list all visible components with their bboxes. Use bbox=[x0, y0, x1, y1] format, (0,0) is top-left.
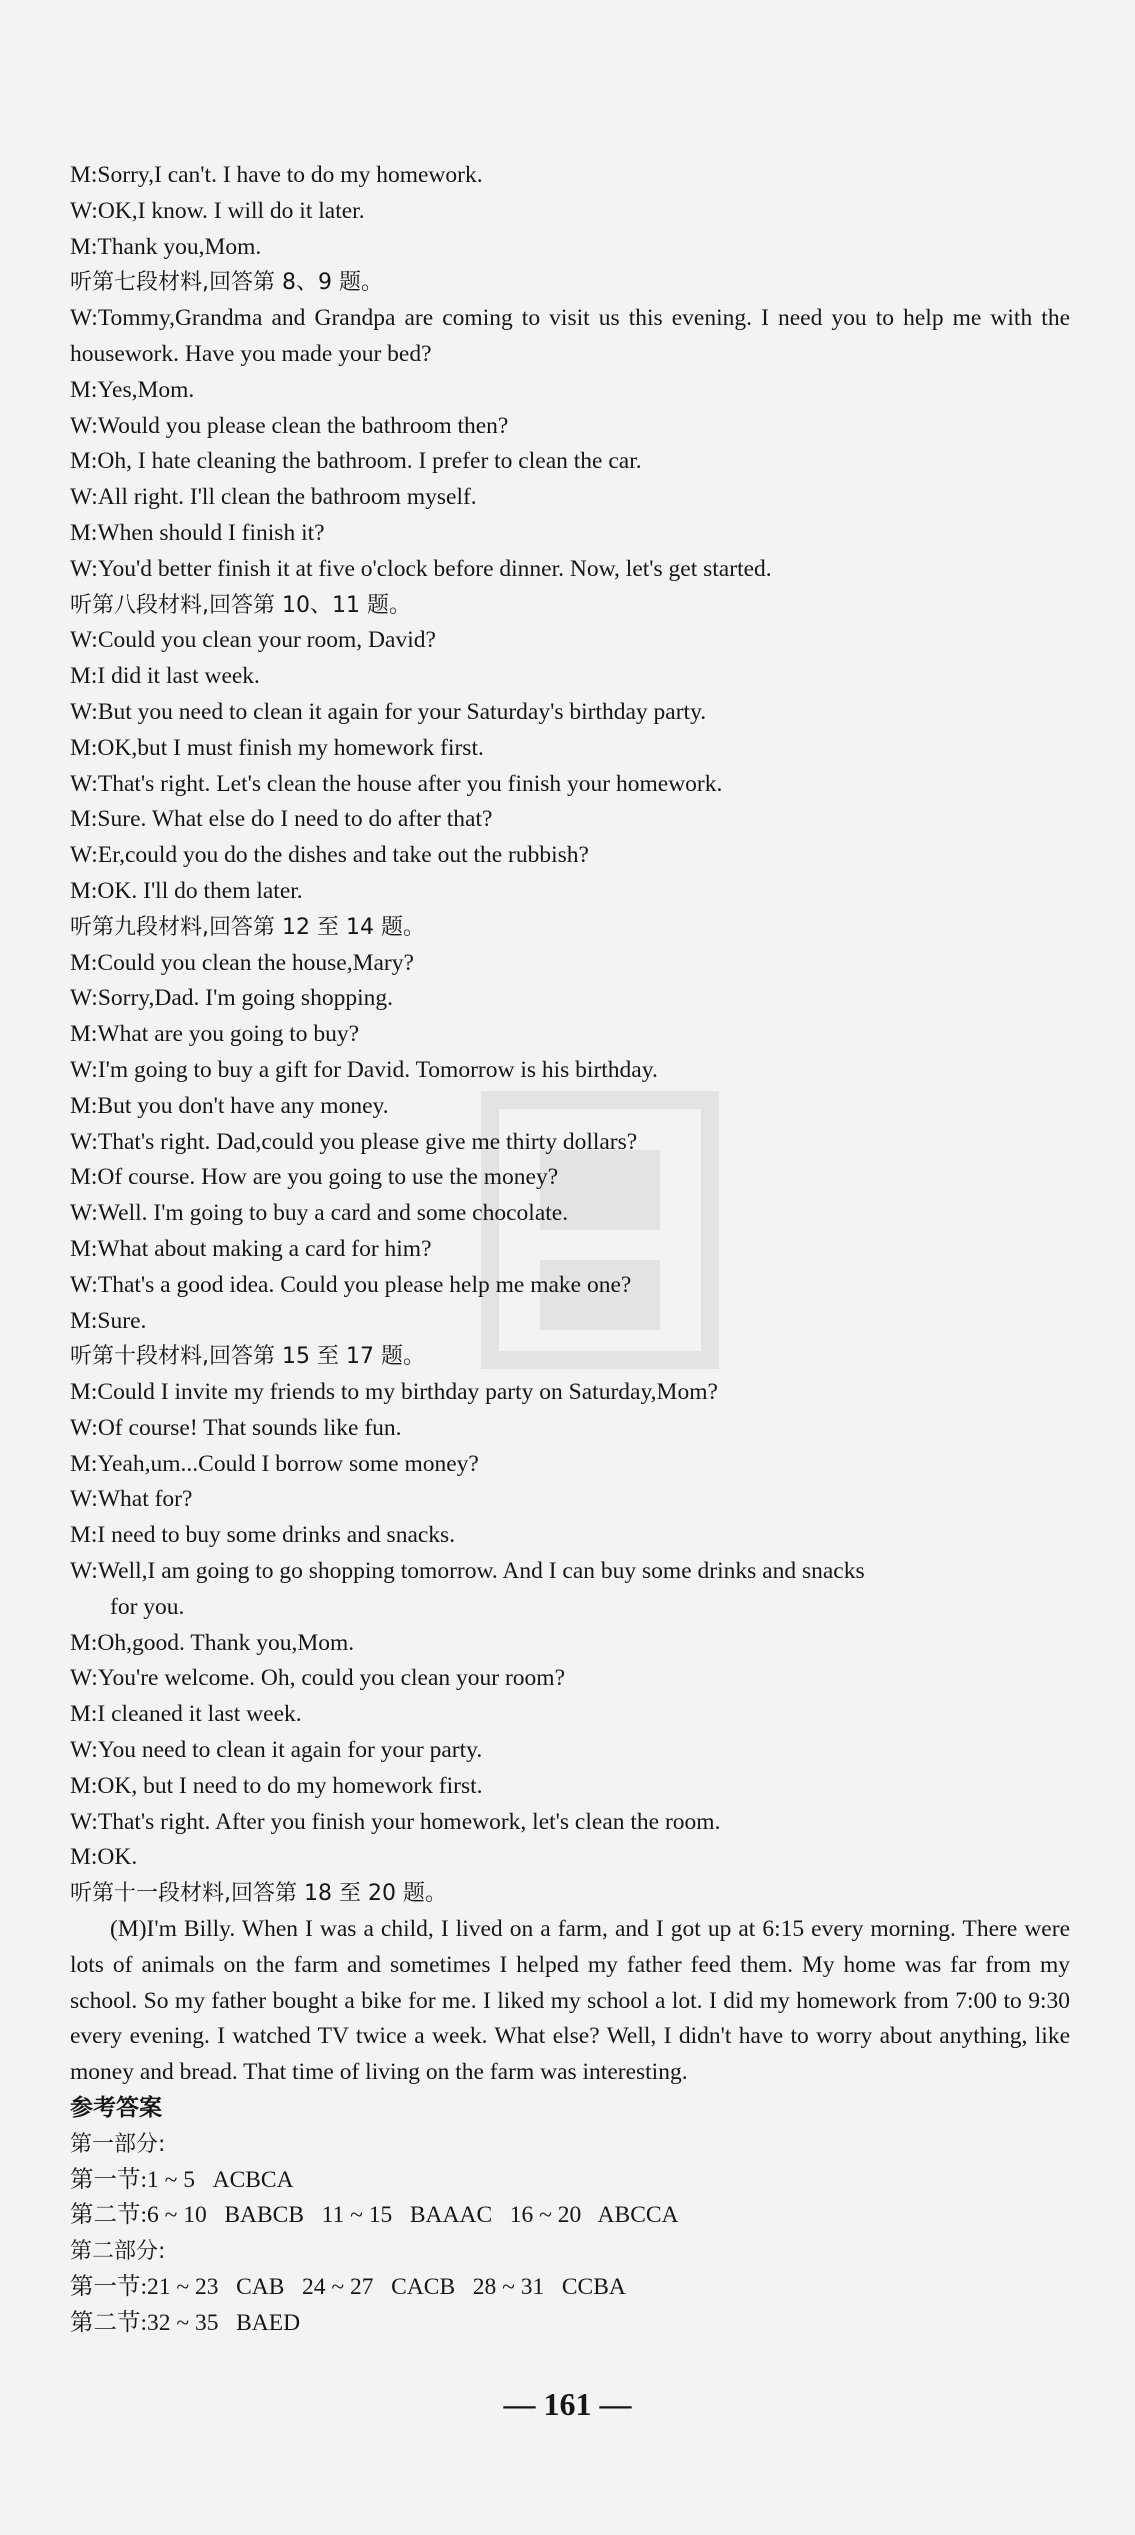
dialogue-line: W:OK,I know. I will do it later. bbox=[70, 197, 365, 224]
section-11-heading: 听第十一段材料,回答第 18 至 20 题。 bbox=[70, 1881, 447, 1907]
dialogue-line: M:Could you clean the house,Mary? bbox=[70, 949, 414, 976]
dialogue-line: M:Of course. How are you going to use the money? bbox=[70, 1164, 559, 1191]
dialogue-line: W:Well. I'm going to buy a card and some chocolate. bbox=[70, 1200, 569, 1227]
section-8-dialogue bbox=[70, 623, 1070, 909]
dialogue-line: M:What are you going to buy? bbox=[70, 1021, 360, 1048]
answer-part-1-section-2: 第二节:6 ~ 10 BABCB 11 ~ 15 BAAAC 16 ~ 20 ABCCA bbox=[70, 2202, 679, 2229]
dialogue-line: W:That's right. Dad,could you please give me thirty dollars? bbox=[70, 1128, 638, 1155]
dialogue-line: M:OK. bbox=[70, 1844, 138, 1871]
dialogue-line: W:Of course! That sounds like fun. bbox=[70, 1414, 402, 1441]
dialogue-line: W:Sorry,Dad. I'm going shopping. bbox=[70, 985, 393, 1012]
section-9-dialogue bbox=[70, 946, 1070, 1340]
dialogue-line: W:Tommy,Grandma and Grandpa are coming to visit us this evening. I need you to help me with the housework. Have you made your bed? bbox=[70, 305, 1070, 367]
dialogue-line: M:What about making a card for him? bbox=[70, 1235, 432, 1262]
dialogue-line: W:Would you please clean the bathroom then? bbox=[70, 412, 509, 439]
dialogue-line: W:Er,could you do the dishes and take out the rubbish? bbox=[70, 842, 589, 869]
dialogue-line: W:You need to clean it again for your party. bbox=[70, 1737, 483, 1764]
answer-part-1: 第一部分: bbox=[70, 2131, 166, 2157]
dialogue-line: W:Well,I am going to go shopping tomorrow. And I can buy some drinks and snacks bbox=[70, 1558, 865, 1585]
section-8-heading: 听第八段材料,回答第 10、11 题。 bbox=[70, 592, 411, 618]
dialogue-line-continuation: for you. bbox=[110, 1593, 185, 1620]
dialogue-line: M:Could I invite my friends to my birthday party on Saturday,Mom? bbox=[70, 1379, 718, 1406]
answer-part-1-section-1: 第一节:1 ~ 5 ACBCA bbox=[70, 2166, 294, 2193]
dialogue-line: M:Thank you,Mom. bbox=[70, 233, 262, 260]
section-11-monologue: (M)I'm Billy. When I was a child, I lived on a farm, and I got up at 6:15 every morning. There were lots of animals on the farm and sometimes I helped my father feed them. My home was far from my school. So my father bought a bike for me. I liked my school a lot. I did my homework from 7:00 to 9:30 every evening. I watched TV twice a week. What else? Well, I didn't have to worry about anything, like money and bread. That time of living on the farm was interesting. bbox=[70, 1916, 1070, 2086]
dialogue-line: M:Oh, I hate cleaning the bathroom. I prefer to clean the car. bbox=[70, 448, 642, 475]
dialogue-line: W:Could you clean your room, David? bbox=[70, 627, 436, 654]
answer-key bbox=[70, 2091, 1070, 2342]
dialogue-line: W:You're welcome. Oh, could you clean your room? bbox=[70, 1665, 566, 1692]
dialogue-line: M:Yeah,um...Could I borrow some money? bbox=[70, 1450, 479, 1477]
section-7-dialogue bbox=[70, 301, 1070, 587]
dialogue-line: M:But you don't have any money. bbox=[70, 1092, 389, 1119]
dialogue-line: M:When should I finish it? bbox=[70, 519, 325, 546]
section-9-heading: 听第九段材料,回答第 12 至 14 题。 bbox=[70, 914, 425, 940]
dialogue-line: W:That's a good idea. Could you please help me make one? bbox=[70, 1271, 632, 1298]
dialogue-line: M:I cleaned it last week. bbox=[70, 1701, 302, 1728]
dialogue-line: W:That's right. After you finish your homework, let's clean the room. bbox=[70, 1808, 721, 1835]
document-body bbox=[70, 158, 1070, 2342]
dialogue-line: W:That's right. Let's clean the house after you finish your homework. bbox=[70, 770, 723, 797]
section-7-tail bbox=[70, 158, 1070, 265]
section-10-heading: 听第十段材料,回答第 15 至 17 题。 bbox=[70, 1344, 425, 1370]
answer-key-title: 参考答案 bbox=[70, 2095, 162, 2122]
answer-part-2-section-2: 第二节:32 ~ 35 BAED bbox=[70, 2309, 301, 2336]
dialogue-line: M:Oh,good. Thank you,Mom. bbox=[70, 1629, 355, 1656]
dialogue-line: W:All right. I'll clean the bathroom myself. bbox=[70, 484, 477, 511]
dialogue-line: M:OK,but I must finish my homework first. bbox=[70, 734, 484, 761]
dialogue-line: W:You'd better finish it at five o'clock before dinner. Now, let's get started. bbox=[70, 555, 772, 582]
dialogue-line: W:What for? bbox=[70, 1486, 193, 1513]
answer-part-2: 第二部分: bbox=[70, 2239, 166, 2265]
dialogue-line: M:I need to buy some drinks and snacks. bbox=[70, 1522, 456, 1549]
section-7-heading: 听第七段材料,回答第 8、9 题。 bbox=[70, 270, 383, 296]
dialogue-line: M:Sorry,I can't. I have to do my homework. bbox=[70, 162, 483, 188]
dialogue-line: W:But you need to clean it again for your Saturday's birthday party. bbox=[70, 698, 707, 725]
dialogue-line: M:OK, but I need to do my homework first. bbox=[70, 1772, 483, 1799]
dialogue-line: M:Yes,Mom. bbox=[70, 376, 195, 403]
dialogue-line: M:I did it last week. bbox=[70, 663, 260, 690]
dialogue-line: M:OK. I'll do them later. bbox=[70, 877, 303, 904]
dialogue-line: M:Sure. bbox=[70, 1307, 147, 1334]
dialogue-line: W:I'm going to buy a gift for David. Tomorrow is his birthday. bbox=[70, 1056, 658, 1083]
section-10-dialogue bbox=[70, 1375, 1070, 1876]
page-number: — 161 — bbox=[503, 2386, 632, 2422]
answer-part-2-section-1: 第一节:21 ~ 23 CAB 24 ~ 27 CACB 28 ~ 31 CCBA bbox=[70, 2274, 626, 2301]
dialogue-line: M:Sure. What else do I need to do after that? bbox=[70, 806, 493, 833]
